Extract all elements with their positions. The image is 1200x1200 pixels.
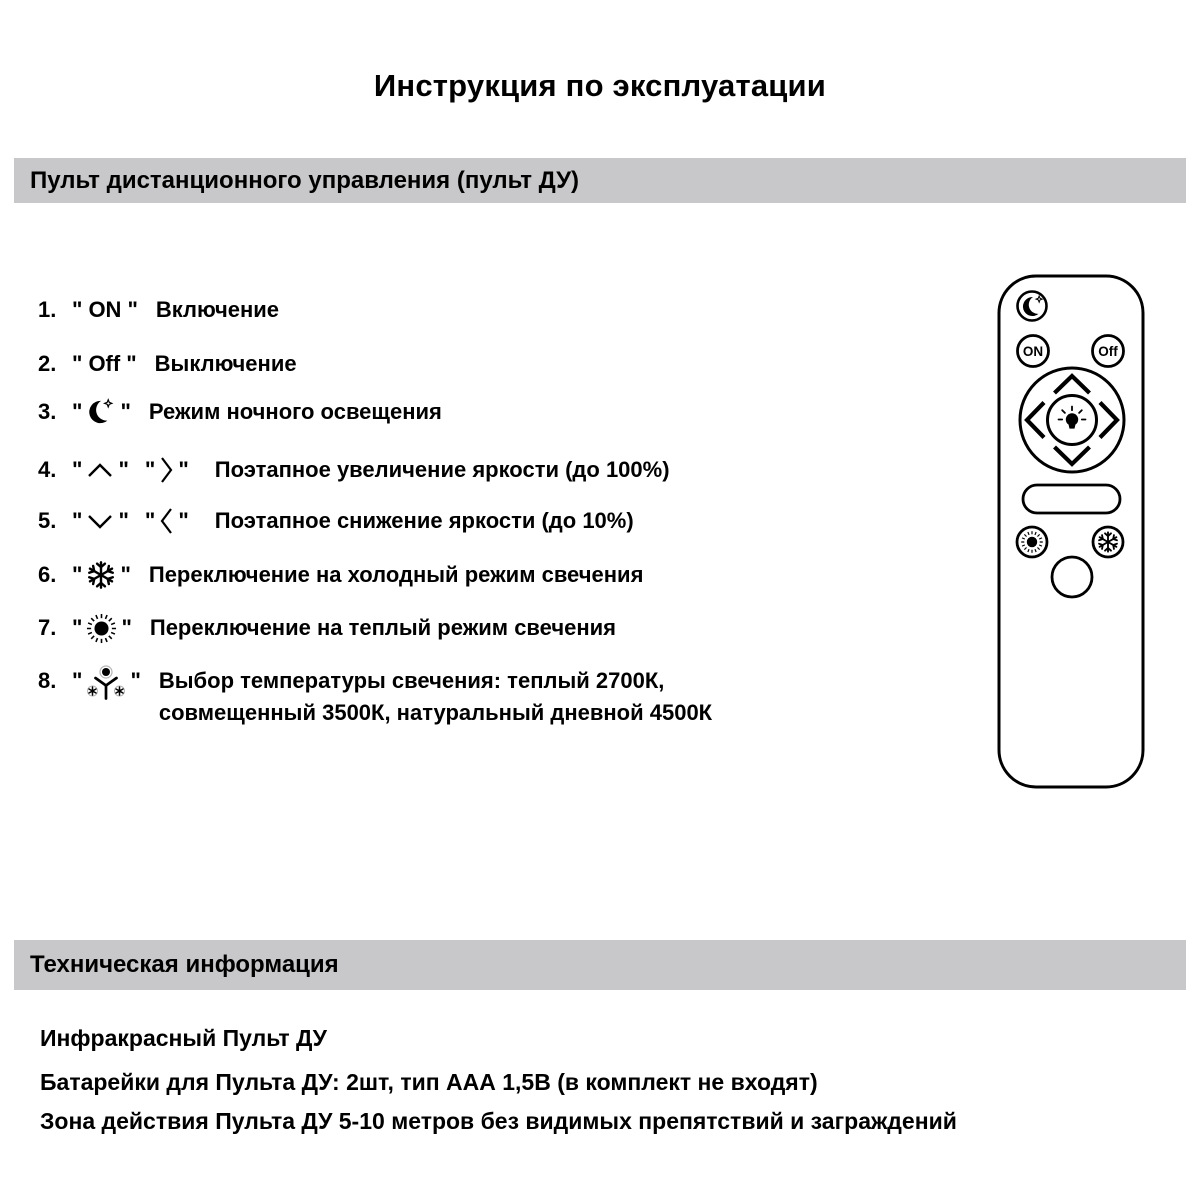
cold-mode-button	[1093, 527, 1123, 557]
quote-mark: "	[72, 457, 83, 482]
quote-mark: "	[72, 562, 83, 587]
quote-mark: "	[130, 668, 141, 693]
list-item-on	[38, 294, 279, 326]
warm-mode-button	[1017, 527, 1047, 557]
off-key-label: Off	[88, 351, 121, 376]
sun-icon	[86, 613, 117, 644]
item-description: Поэтапное увеличение яркости (до 100%)	[214, 457, 670, 482]
bottom-round-button	[1052, 557, 1092, 597]
item-number: 2.	[38, 351, 57, 376]
chevron-down-icon	[86, 513, 114, 530]
item-number: 3.	[38, 399, 57, 424]
chevron-up-icon	[86, 462, 114, 479]
quote-mark: "	[72, 668, 83, 693]
off-button	[1093, 336, 1124, 367]
list-item-warm-mode	[38, 612, 616, 644]
item-description-line2: совмещенный 3500К, натуральный дневной 4500К	[158, 700, 713, 725]
dpad	[1020, 368, 1124, 472]
chevron-right-icon	[159, 455, 174, 485]
item-description: Поэтапное снижение яркости (до 10%)	[214, 508, 634, 533]
tech-info-line: Инфракрасный Пульт ДУ	[40, 1025, 327, 1051]
item-description: Выключение	[154, 351, 297, 376]
color-temperature-icon	[86, 665, 126, 703]
quote-mark: "	[120, 562, 131, 587]
item-description	[159, 665, 712, 729]
sun-icon	[1021, 531, 1043, 553]
off-button-label: Off	[1098, 344, 1118, 359]
page-title: Инструкция по эксплуатации	[373, 68, 827, 103]
remote-control-diagram	[995, 270, 1150, 795]
quote-mark: "	[72, 508, 83, 533]
list-item-off	[38, 348, 297, 380]
quote-mark: "	[72, 351, 83, 376]
item-number: 5.	[38, 508, 57, 533]
section-heading-tech	[14, 940, 1186, 990]
section-heading-remote-label: Пульт дистанционного управления (пульт ДУ)	[30, 166, 579, 194]
list-item-brightness-down	[38, 505, 634, 537]
list-item-night-mode	[38, 396, 442, 428]
tech-info-line: Батарейки для Пульта ДУ: 2шт, тип ААА 1,5В (в комплект не входят)	[40, 1069, 818, 1095]
section-heading-remote	[14, 158, 1186, 203]
item-description: Переключение на холодный режим свечения	[148, 562, 644, 587]
pill-button	[1023, 485, 1120, 513]
item-description-line1: Выбор температуры свечения: теплый 2700К,	[158, 668, 665, 693]
night-mode-button	[1018, 292, 1047, 321]
quote-mark: "	[178, 508, 189, 533]
item-description: Включение	[155, 297, 280, 322]
quote-mark: "	[144, 508, 156, 533]
item-number: 8.	[38, 668, 57, 693]
item-description: Режим ночного освещения	[148, 399, 442, 424]
quote-mark: "	[144, 457, 156, 482]
quote-mark: "	[127, 297, 138, 322]
quote-mark: "	[126, 351, 137, 376]
item-description: Переключение на теплый режим свечения	[149, 615, 617, 640]
on-key-label: ON	[88, 297, 122, 322]
moon-star-icon	[86, 397, 116, 427]
quote-mark: "	[72, 399, 83, 424]
item-number: 6.	[38, 562, 57, 587]
quote-mark: "	[178, 457, 189, 482]
list-item-brightness-up	[38, 454, 670, 486]
quote-mark: "	[72, 615, 83, 640]
item-number: 4.	[38, 457, 57, 482]
item-number: 1.	[38, 297, 57, 322]
list-item-cold-mode	[38, 559, 643, 591]
on-button-label: ON	[1022, 344, 1044, 359]
quote-mark: "	[118, 508, 129, 533]
quote-mark: "	[120, 399, 131, 424]
on-button	[1018, 336, 1049, 367]
section-heading-tech-label: Техническая информация	[30, 951, 339, 978]
tech-info-line: Зона действия Пульта ДУ 5-10 метров без видимых препятствий и заграждений	[40, 1108, 957, 1134]
chevron-left-icon	[159, 506, 174, 536]
quote-mark: "	[72, 297, 83, 322]
list-item-color-temperature	[38, 665, 712, 729]
item-number: 7.	[38, 615, 57, 640]
quote-mark: "	[118, 457, 129, 482]
quote-mark: "	[121, 615, 132, 640]
snowflake-icon	[86, 560, 116, 590]
